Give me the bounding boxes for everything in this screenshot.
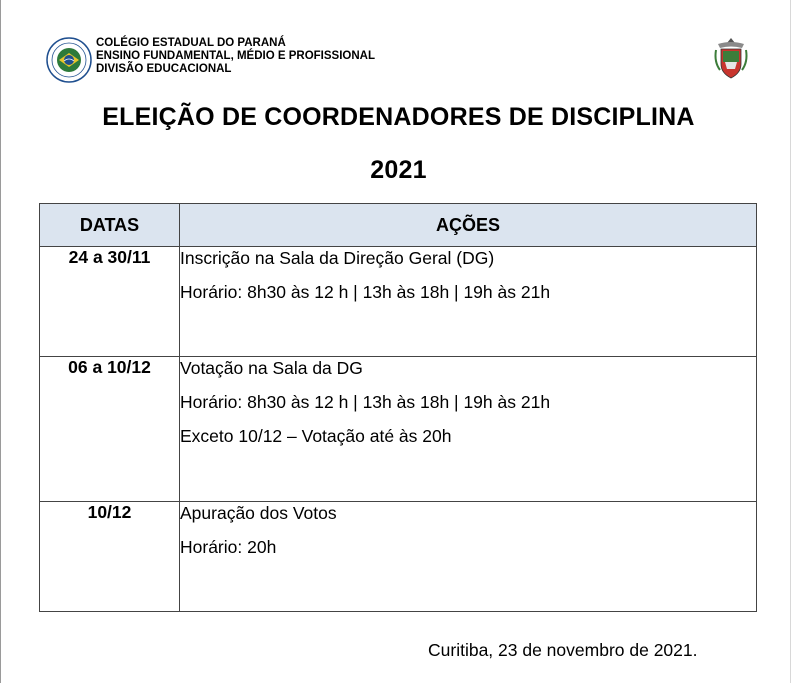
- institution-header: [96, 37, 375, 76]
- row-date: 06 a 10/12: [40, 357, 180, 502]
- table-header-row: [40, 204, 757, 247]
- action-line: Horário: 8h30 às 12 h | 13h às 18h | 19h às 21h: [180, 282, 551, 302]
- header-dates: DATAS: [40, 204, 180, 247]
- action-line: Horário: 20h: [180, 537, 277, 557]
- document-title: ELEIÇÃO DE COORDENADORES DE DISCIPLINA: [102, 103, 695, 131]
- row-actions: [180, 247, 757, 357]
- table-row: [40, 502, 757, 612]
- action-line: Votação na Sala da DG: [180, 358, 363, 378]
- school-seal-icon: [46, 37, 92, 83]
- table-row: [40, 357, 757, 502]
- row-actions: [180, 502, 757, 612]
- header-actions: AÇÕES: [180, 204, 757, 247]
- action-line: Apuração dos Votos: [180, 503, 337, 523]
- action-line: Inscrição na Sala da Direção Geral (DG): [180, 248, 495, 268]
- institution-name: COLÉGIO ESTADUAL DO PARANÁ: [96, 37, 286, 49]
- row-date: 24 a 30/11: [40, 247, 180, 357]
- action-line: Exceto 10/12 – Votação até às 20h: [180, 426, 452, 446]
- document-year: 2021: [370, 156, 427, 184]
- institution-level: ENSINO FUNDAMENTAL, MÉDIO E PROFISSIONAL: [96, 50, 375, 62]
- row-actions: [180, 357, 757, 502]
- institution-division: DIVISÃO EDUCACIONAL: [96, 63, 232, 75]
- row-date: 10/12: [40, 502, 180, 612]
- table-row: [40, 247, 757, 357]
- schedule-table: [39, 203, 757, 612]
- place-and-date: Curitiba, 23 de novembro de 2021.: [428, 640, 698, 660]
- parana-coat-of-arms-icon: [712, 36, 750, 80]
- action-line: Horário: 8h30 às 12 h | 13h às 18h | 19h às 21h: [180, 392, 551, 412]
